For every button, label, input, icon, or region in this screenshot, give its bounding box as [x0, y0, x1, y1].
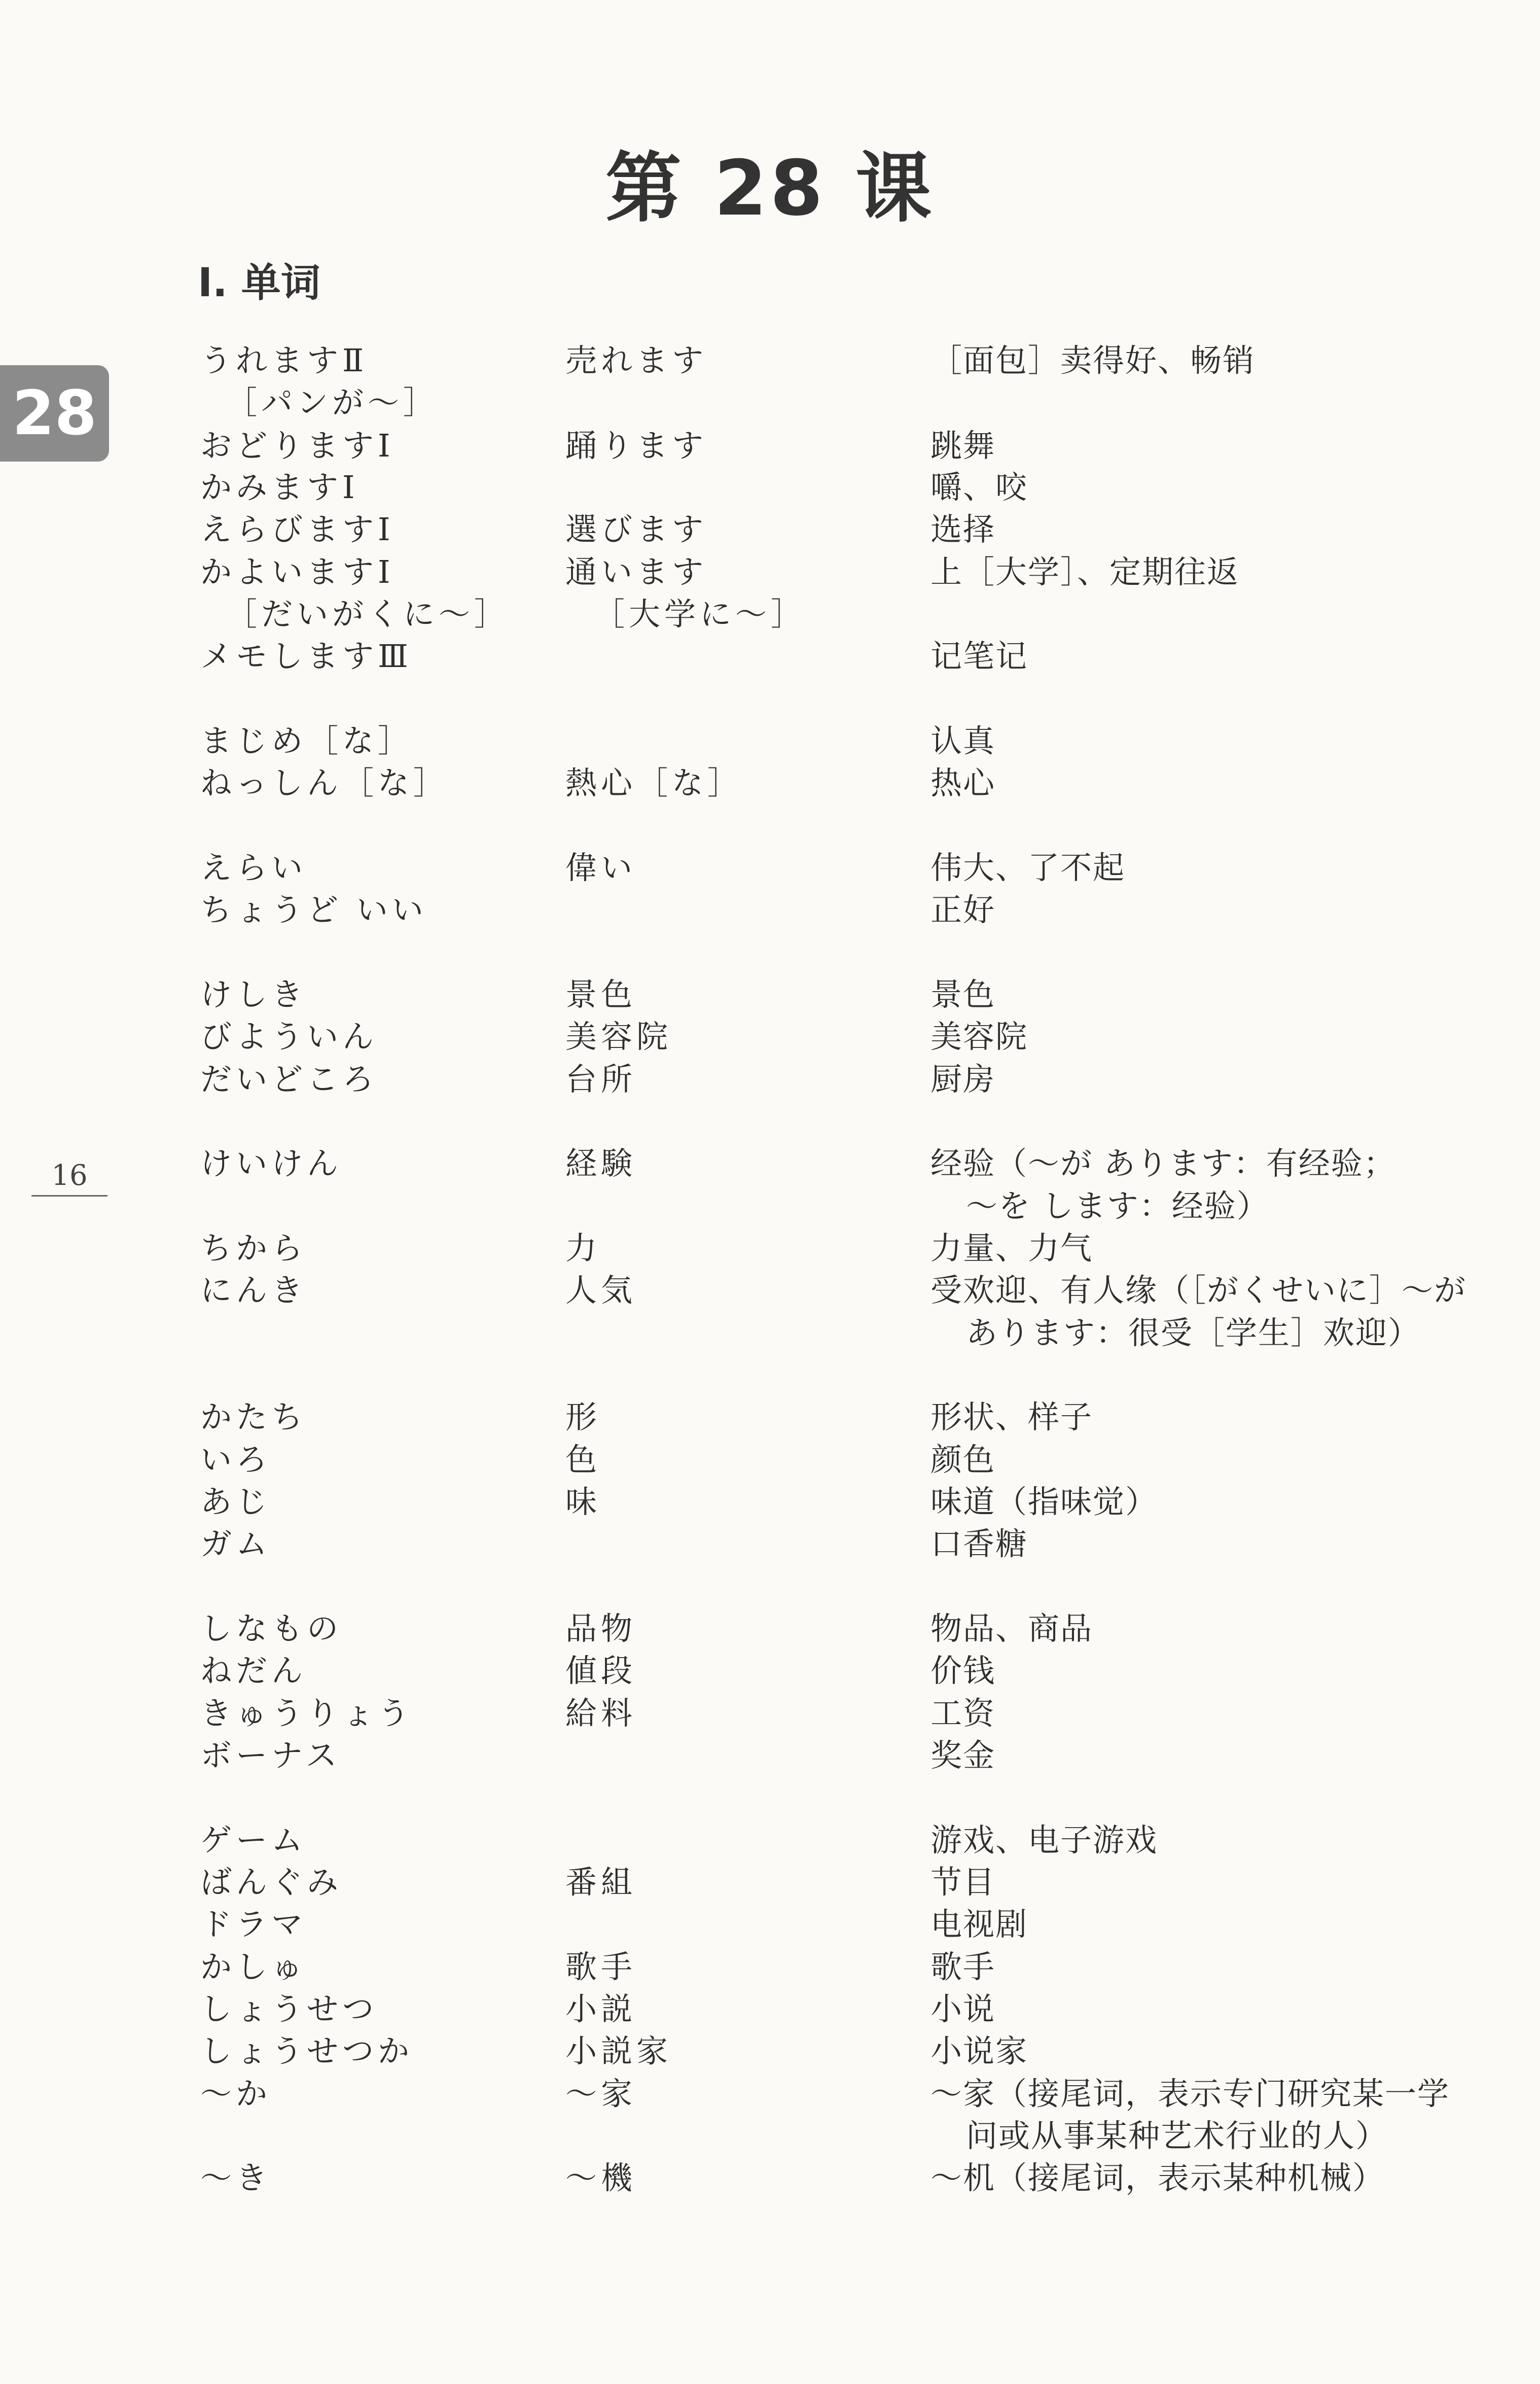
lesson-tab: 28: [0, 365, 109, 462]
vocab-kanji: 経験: [565, 1145, 637, 1182]
vocab-kana: しょうせつ: [200, 1990, 378, 2027]
vocab-meaning-continued: 问或从事某种艺术行业的人）: [966, 2117, 1388, 2154]
vocab-kanji: 値段: [565, 1652, 637, 1689]
vocab-meaning: 嚼、咬: [930, 469, 1028, 506]
vocab-kanji: 偉い: [565, 849, 637, 886]
vocab-kanji: ～機: [565, 2159, 637, 2196]
vocab-kana: けしき: [200, 976, 307, 1013]
vocab-kanji: 売れます: [565, 342, 708, 379]
vocab-kanji: 美容院: [565, 1018, 672, 1055]
vocab-meaning: 正好: [930, 891, 996, 928]
vocab-meaning: 经验（～が あります：有经验；: [930, 1145, 1396, 1182]
vocab-kanji: 台所: [565, 1061, 637, 1098]
vocab-kana: あじ: [200, 1483, 272, 1520]
vocab-kanji: 歌手: [565, 1948, 637, 1985]
vocab-meaning: 认真: [930, 722, 996, 759]
vocab-kana: えらい: [200, 849, 307, 886]
vocab-meaning: 奖金: [930, 1737, 996, 1774]
vocab-kanji: 小説: [565, 1990, 637, 2027]
vocab-kana: ねっしん［な］: [200, 764, 449, 801]
vocab-kanji: 形: [565, 1398, 601, 1435]
vocab-kanji: 熱心［な］: [565, 764, 743, 801]
vocab-kana: ばんぐみ: [200, 1864, 343, 1901]
vocab-kanji: 人気: [565, 1272, 637, 1309]
vocab-kana-usage: ［パンが～］: [226, 384, 439, 421]
vocab-meaning: 选择: [930, 511, 996, 548]
vocab-meaning: 力量、力气: [930, 1230, 1093, 1267]
vocab-kana: ボーナス: [200, 1737, 341, 1774]
vocab-meaning: 工资: [930, 1695, 996, 1732]
vocab-kana: ～き: [200, 2159, 272, 2196]
vocab-kanji: 味: [565, 1483, 601, 1520]
vocab-kana: だいどころ: [200, 1061, 378, 1098]
vocab-meaning: 景色: [930, 976, 996, 1013]
vocab-meaning: 口香糖: [930, 1525, 1028, 1562]
vocab-kanji: 踊ります: [565, 427, 708, 464]
vocab-kana: けいけん: [200, 1145, 343, 1182]
vocab-kana: かたち: [200, 1398, 307, 1435]
vocab-meaning: ［面包］卖得好、畅销: [930, 342, 1256, 379]
vocab-meaning: 歌手: [930, 1948, 996, 1985]
vocab-meaning: 颜色: [930, 1441, 996, 1478]
lesson-title: 第 28 课: [605, 145, 935, 233]
vocab-kana: かよいますⅠ: [200, 553, 395, 590]
vocab-meaning: 电视剧: [930, 1906, 1028, 1943]
vocab-meaning: ～家（接尾词，表示专门研究某一学: [930, 2075, 1450, 2112]
vocab-kana: いろ: [200, 1441, 272, 1478]
vocab-meaning: 游戏、电子游戏: [930, 1821, 1158, 1859]
vocab-kanji: 小説家: [565, 2032, 672, 2070]
vocab-kanji: 品物: [565, 1610, 637, 1647]
vocab-meaning: 受欢迎、有人缘（［がくせいに］～が: [930, 1272, 1467, 1309]
section-heading: I. 单词: [198, 260, 320, 306]
vocab-kana: びよういん: [200, 1018, 378, 1055]
vocab-meaning: 小说家: [930, 2032, 1028, 2070]
vocab-kana: ちょうど いい: [200, 891, 427, 928]
vocab-meaning: 记笔记: [930, 638, 1028, 675]
vocab-kanji: 色: [565, 1441, 601, 1478]
page-number: 16: [31, 1159, 108, 1197]
vocab-meaning-continued: ～を します：经验）: [966, 1187, 1269, 1224]
vocab-kanji: 景色: [565, 976, 637, 1013]
vocab-kana: おどりますⅠ: [200, 427, 395, 464]
vocab-kanji: 番組: [565, 1864, 637, 1901]
vocab-meaning: 伟大、了不起: [930, 849, 1126, 886]
vocab-meaning: 上［大学］、定期往返: [930, 553, 1240, 590]
vocab-kana: しょうせつか: [200, 2032, 414, 2070]
vocab-kanji-usage: ［大学に～］: [593, 595, 807, 633]
vocab-kanji: 給料: [565, 1695, 637, 1732]
vocab-kana: えらびますⅠ: [200, 511, 395, 548]
vocab-kana: ねだん: [200, 1652, 307, 1689]
vocab-meaning-continued: あります：很受［学生］欢迎）: [966, 1314, 1421, 1351]
vocab-kana: ゲーム: [200, 1821, 307, 1859]
vocab-kana: かみますⅠ: [200, 469, 359, 506]
vocab-kana: まじめ［な］: [200, 722, 414, 759]
vocab-kana: うれますⅡ: [200, 342, 368, 379]
vocab-meaning: 价钱: [930, 1652, 996, 1689]
vocab-kana: きゅうりょう: [200, 1695, 414, 1732]
vocab-kanji: ～家: [565, 2075, 637, 2112]
vocab-kana-usage: ［だいがくに～］: [226, 595, 510, 633]
vocab-meaning: ～机（接尾词，表示某种机械）: [930, 2159, 1385, 2196]
vocab-kana: ～か: [200, 2075, 272, 2112]
vocab-kana: かしゅ: [200, 1948, 307, 1985]
vocab-meaning: 节目: [930, 1864, 996, 1901]
vocab-meaning: 物品、商品: [930, 1610, 1093, 1647]
vocab-meaning: 味道（指味觉）: [930, 1483, 1158, 1520]
vocab-meaning: 跳舞: [930, 427, 996, 464]
vocab-kana: ドラマ: [200, 1906, 307, 1943]
vocab-kana: ガム: [200, 1525, 272, 1562]
vocab-kana: ちから: [200, 1230, 307, 1267]
vocab-kana: しなもの: [200, 1610, 343, 1647]
vocab-meaning: 形状、样子: [930, 1398, 1093, 1435]
vocab-kana: にんき: [200, 1272, 307, 1309]
vocab-meaning: 小说: [930, 1990, 996, 2027]
vocab-kanji: 通います: [565, 553, 708, 590]
vocab-kanji: 力: [565, 1230, 601, 1267]
vocab-meaning: 热心: [930, 764, 996, 801]
vocab-kanji: 選びます: [565, 511, 708, 548]
vocab-meaning: 美容院: [930, 1018, 1028, 1055]
vocab-kana: メモしますⅢ: [200, 638, 412, 675]
vocab-meaning: 厨房: [930, 1061, 996, 1098]
